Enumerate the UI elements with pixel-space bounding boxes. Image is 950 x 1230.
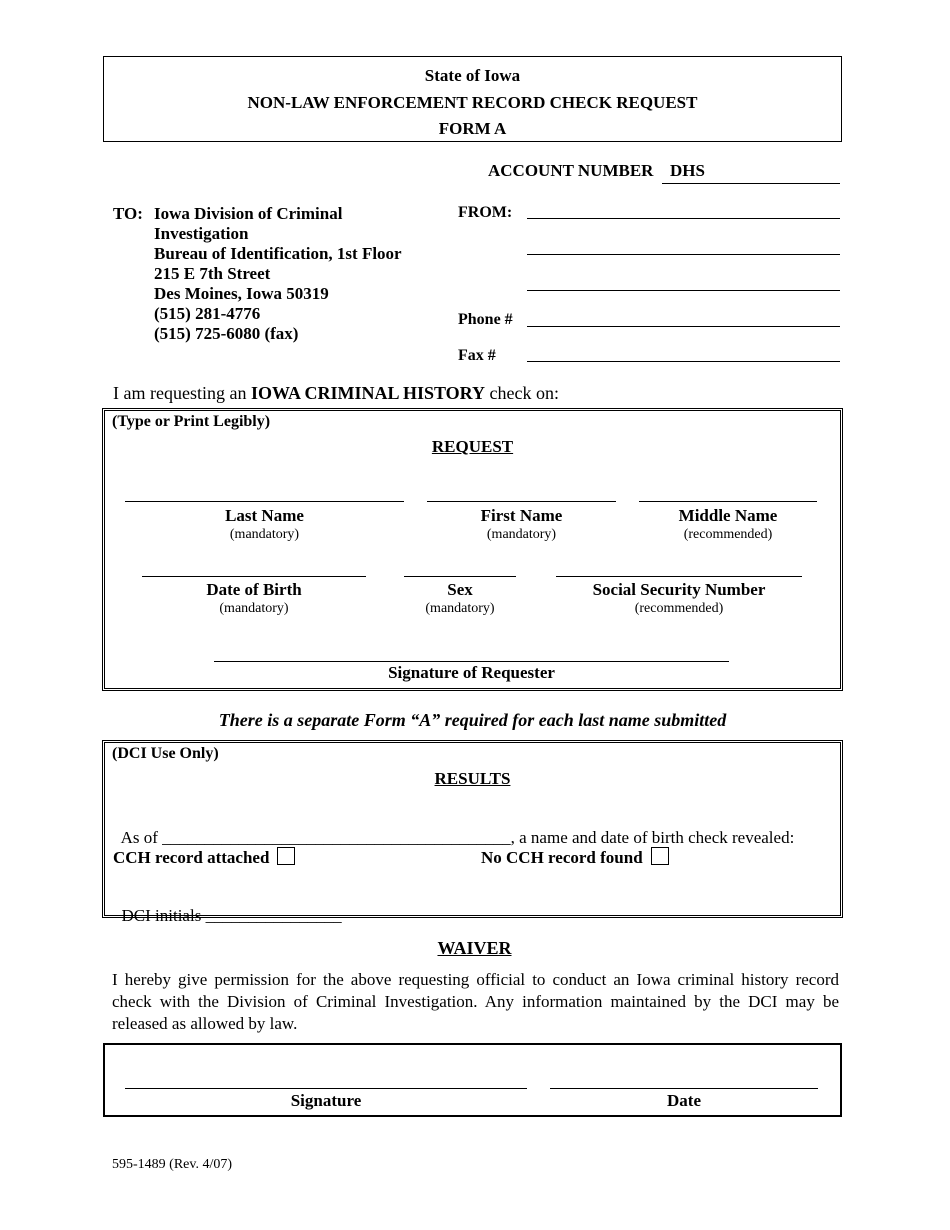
cch-attached (113, 847, 295, 868)
waiver-signature-label: Signature (290, 1091, 362, 1110)
as-of-line (113, 808, 794, 848)
to-line: Iowa Division of Criminal (154, 204, 343, 223)
waiver-text: I hereby give permission for the above requesting official to conduct an Iowa criminal history record check with the Division of Criminal Investigation. Any information maintained by the DCI may be released as allowed by law. (112, 970, 839, 1033)
waiver-date-line[interactable] (550, 1088, 818, 1089)
no-cch (481, 847, 669, 868)
as-of-date-field[interactable]: _________________________________________ (162, 828, 511, 847)
sex-label: Sex (447, 580, 473, 599)
dob-label: Date of Birth (206, 580, 302, 599)
results-note: (DCI Use Only) (112, 745, 219, 762)
form-number: 595-1489 (Rev. 4/07) (112, 1157, 233, 1172)
first-name-line[interactable] (427, 501, 616, 502)
results-title: RESULTS (434, 769, 511, 788)
intro-text: I am requesting an IOWA CRIMINAL HISTORY check on: (113, 383, 560, 403)
first-name-field (427, 506, 616, 543)
last-name-field (125, 506, 404, 543)
first-name-sub: (mandatory) (486, 527, 557, 542)
no-cch-label: No CCH record found (481, 848, 643, 867)
last-name-line[interactable] (125, 501, 404, 502)
from-label: FROM: (458, 204, 513, 221)
fax-line[interactable] (527, 361, 840, 362)
middle-name-field (639, 506, 817, 543)
from-line-2[interactable] (527, 254, 840, 255)
header-state: State of Iowa (424, 66, 521, 85)
sex-line[interactable] (404, 576, 516, 577)
request-title: REQUEST (431, 437, 514, 456)
account-number-label: ACCOUNT NUMBER (488, 161, 654, 180)
waiver-signature-line[interactable] (125, 1088, 527, 1089)
sex-sub: (mandatory) (425, 601, 495, 616)
dci-initials (113, 886, 342, 926)
request-note: (Type or Print Legibly) (112, 413, 271, 430)
as-of-prefix: As of (120, 828, 158, 847)
last-name-sub: (mandatory) (229, 527, 300, 542)
phone-label: Phone # (458, 311, 513, 328)
ssn-label: Social Security Number (592, 580, 766, 599)
form-header (103, 56, 842, 142)
as-of-suffix: , a name and date of birth check revealed: (510, 828, 795, 847)
ssn-sub: (recommended) (634, 601, 724, 616)
ssn-line[interactable] (556, 576, 802, 577)
middle-name-sub: (recommended) (683, 527, 773, 542)
fax-label: Fax # (458, 347, 496, 364)
to-line: Bureau of Identification, 1st Floor (154, 244, 402, 263)
cch-attached-checkbox[interactable] (277, 847, 295, 865)
cch-attached-label: CCH record attached (113, 848, 270, 867)
dci-initials-field[interactable]: ________________ (205, 906, 342, 925)
account-number-value[interactable]: DHS (670, 161, 705, 180)
ssn-field (556, 580, 802, 617)
separate-form-note: There is a separate Form “A” required for each last name submitted (218, 710, 727, 730)
waiver-date-label: Date (667, 1091, 701, 1110)
to-line: 215 E 7th Street (154, 264, 271, 283)
dob-sub: (mandatory) (219, 601, 289, 616)
to-line: (515) 725-6080 (fax) (154, 324, 299, 343)
from-line-1[interactable] (527, 218, 840, 219)
middle-name-line[interactable] (639, 501, 817, 502)
from-line-3[interactable] (527, 290, 840, 291)
last-name-label: Last Name (225, 506, 304, 525)
dci-initials-label: DCI initials (121, 906, 202, 925)
to-line: Investigation (154, 224, 249, 243)
to-label: TO: (113, 204, 143, 223)
requester-signature-line[interactable] (214, 661, 729, 662)
to-address (154, 204, 402, 344)
to-line: (515) 281-4776 (154, 304, 261, 323)
dob-line[interactable] (142, 576, 366, 577)
header-form: FORM A (438, 119, 507, 138)
account-number-line (662, 183, 840, 184)
header-title: NON-LAW ENFORCEMENT RECORD CHECK REQUEST (247, 92, 698, 112)
dob-field (142, 580, 366, 617)
no-cch-checkbox[interactable] (651, 847, 669, 865)
middle-name-label: Middle Name (678, 506, 778, 525)
waiver-title: WAIVER (437, 938, 512, 958)
first-name-label: First Name (480, 506, 563, 525)
phone-line[interactable] (527, 326, 840, 327)
requester-signature-label: Signature of Requester (388, 663, 555, 682)
sex-field (404, 580, 516, 617)
to-line: Des Moines, Iowa 50319 (154, 284, 329, 303)
